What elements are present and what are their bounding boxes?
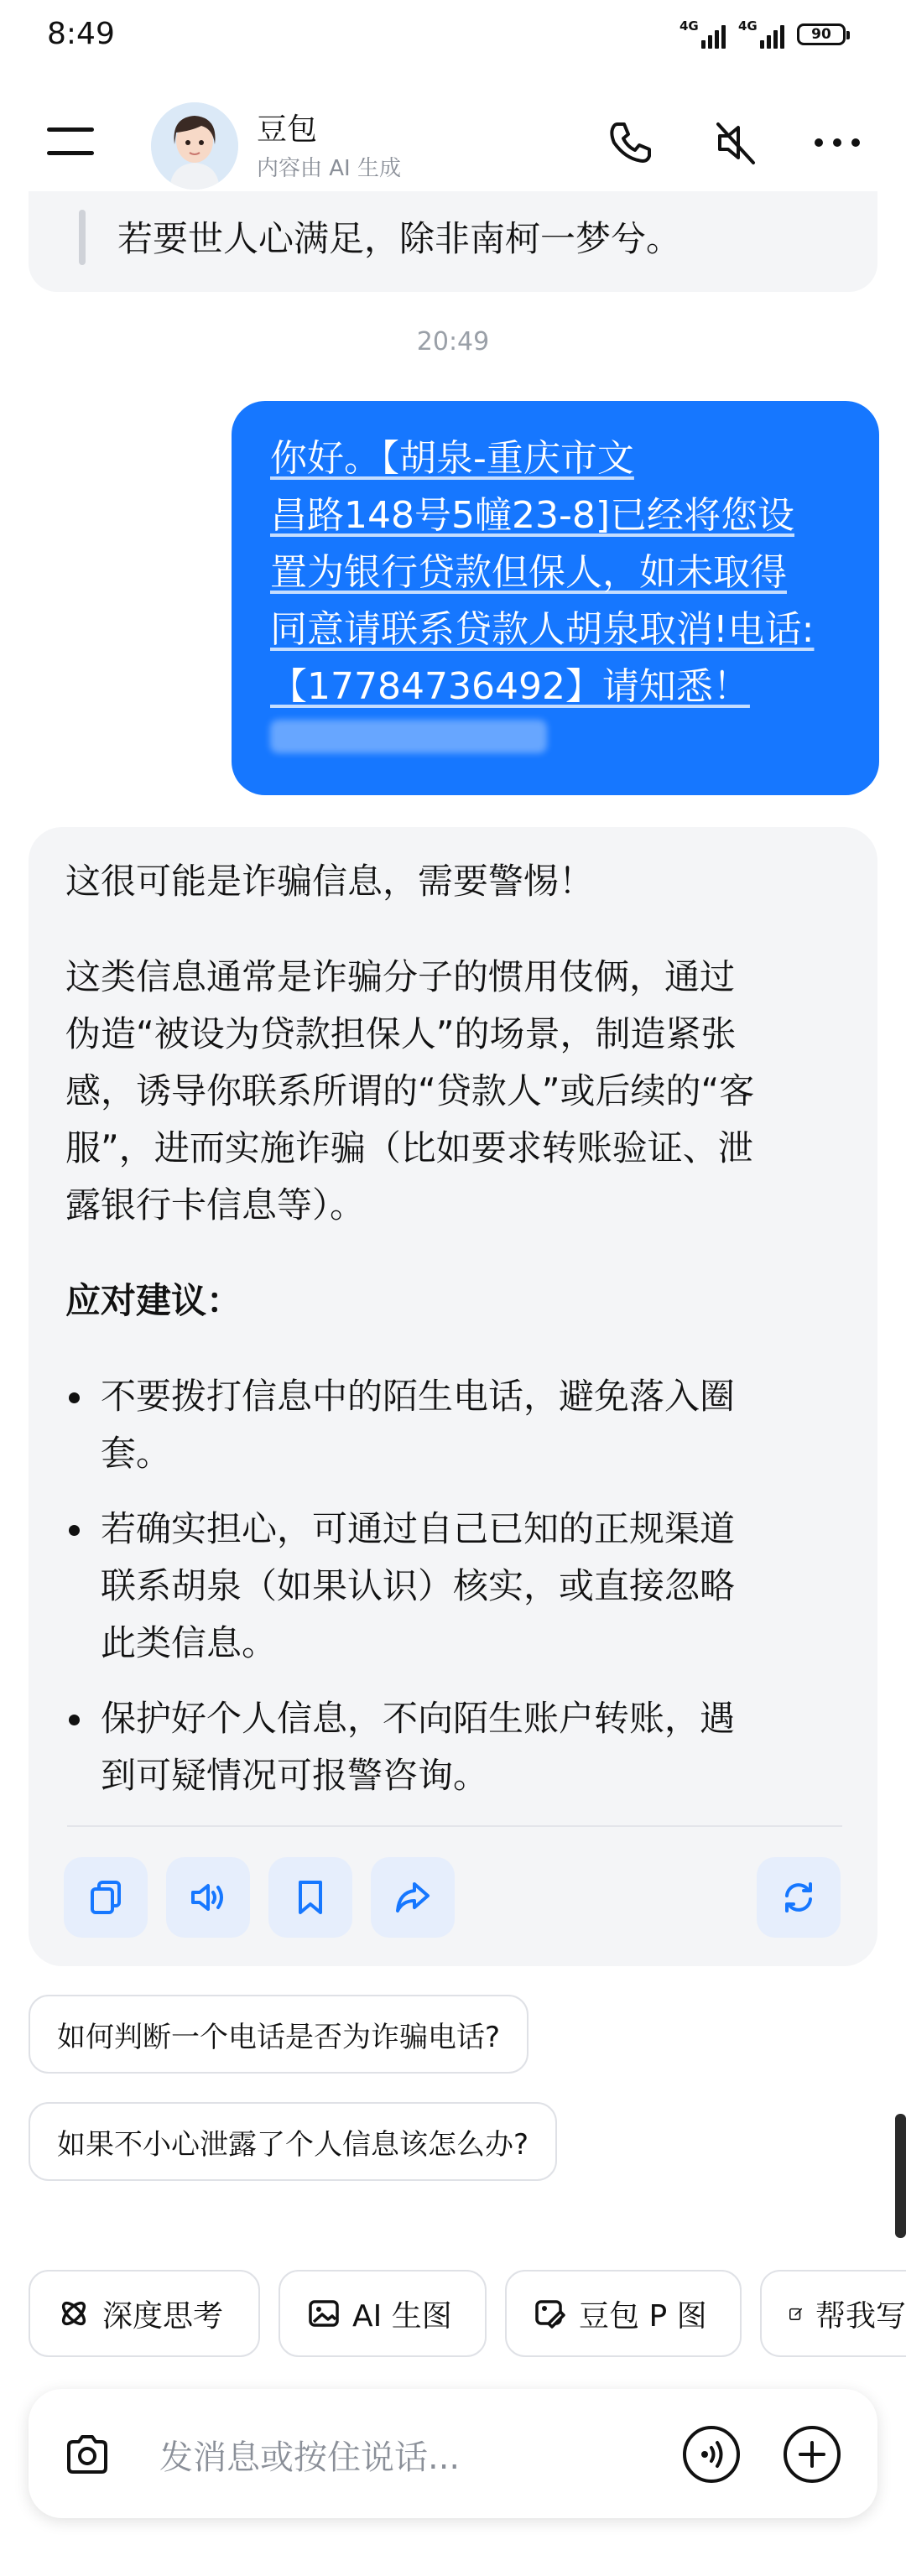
bullet-line: 套。 <box>101 1433 172 1474</box>
bullet-dot <box>69 1715 80 1725</box>
signal-icon <box>680 20 726 49</box>
read-aloud-icon <box>188 1877 228 1918</box>
plus-icon <box>782 2424 842 2485</box>
signal-label: 4G <box>680 18 699 34</box>
suggestion-label: 如何判断一个电话是否为诈骗电话? <box>57 2020 501 2054</box>
user-message-line: 同意请联系贷款人胡泉取消!电话: <box>270 608 815 651</box>
bullet-line: 不要拨打信息中的陌生电话，避免落入圈 <box>101 1376 736 1417</box>
bullet-line: 到可疑情况可报警咨询。 <box>101 1755 489 1796</box>
tool-label: AI 生图 <box>352 2298 452 2334</box>
avatar[interactable] <box>151 102 238 190</box>
bullet-line: 保护好个人信息，不向陌生账户转账，遇 <box>101 1698 736 1739</box>
tool-photo-edit[interactable] <box>505 2270 742 2357</box>
camera-icon <box>62 2429 112 2480</box>
status-time: 8:49 <box>47 17 115 51</box>
camera-button[interactable] <box>62 2429 112 2480</box>
suggestion-label: 如果不小心泄露了个人信息该怎么办? <box>57 2127 529 2162</box>
ai-paragraph-line: 服”，进而实施诈骗（比如要求转账验证、泄 <box>65 1127 753 1168</box>
signal-label: 4G <box>738 18 758 34</box>
share-button[interactable] <box>371 1857 455 1938</box>
mute-icon[interactable] <box>710 117 760 168</box>
battery-icon <box>797 23 846 45</box>
menu-icon[interactable] <box>47 126 94 159</box>
write-icon <box>789 2297 804 2330</box>
divider <box>67 1825 842 1827</box>
ai-paragraph-line: 露银行卡信息等）。 <box>65 1184 366 1226</box>
bullet-line: 若确实担心，可通过自己已知的正规渠道 <box>101 1508 736 1549</box>
message-timestamp: 20:49 <box>416 327 490 356</box>
tool-label: 帮我写 <box>815 2298 906 2334</box>
share-icon <box>393 1877 433 1918</box>
read-aloud-button[interactable] <box>166 1857 250 1938</box>
deep-think-icon <box>57 2297 91 2330</box>
ai-paragraph-line: 伪造“被设为贷款担保人”的场景，制造紧张 <box>65 1013 737 1054</box>
bullet-dot <box>69 1392 80 1403</box>
previous-message-text: 若要世人心满足，除非南柯一梦兮。 <box>117 218 682 259</box>
ai-paragraph-line: 这类信息通常是诈骗分子的惯用伎俩，通过 <box>65 956 736 997</box>
ai-reply-intro: 这很可能是诈骗信息，需要警惕！ <box>65 861 595 902</box>
redacted-text <box>270 720 547 753</box>
quote-bar <box>79 210 86 265</box>
scrollbar[interactable] <box>895 2114 906 2238</box>
tool-label: 深度思考 <box>102 2298 224 2334</box>
ai-disclaimer: 内容由 AI 生成 <box>257 156 401 181</box>
tool-ai-image[interactable] <box>279 2270 487 2357</box>
suggestion-chip[interactable] <box>29 2102 557 2181</box>
user-message-line: 你好。【胡泉-重庆市文 <box>270 437 634 480</box>
bullet-line: 联系胡泉（如果认识）核实，或直接忽略 <box>101 1565 736 1606</box>
regenerate-button[interactable] <box>757 1857 841 1938</box>
battery-level: 90 <box>811 26 831 43</box>
voice-call-button[interactable] <box>681 2424 742 2485</box>
bookmark-button[interactable] <box>268 1857 352 1938</box>
bullet-dot <box>69 1525 80 1536</box>
copy-icon <box>86 1877 126 1918</box>
tool-deep-think[interactable] <box>29 2270 260 2357</box>
photo-edit-icon <box>534 2297 567 2330</box>
add-button[interactable] <box>782 2424 842 2485</box>
user-message-line: 昌路148号5幢23-8]已经将您设 <box>270 494 795 537</box>
user-message-line: 置为银行贷款但保人，如未取得 <box>270 551 787 594</box>
advice-heading: 应对建议： <box>65 1280 242 1321</box>
voice-wave-icon <box>681 2424 742 2485</box>
signal-icon <box>738 20 784 49</box>
suggestion-chip[interactable] <box>29 1995 528 2074</box>
user-message-line: 【17784736492】请知悉！ <box>270 665 750 708</box>
bullet-line: 此类信息。 <box>101 1622 278 1663</box>
message-input[interactable]: 发消息或按住说话... <box>159 2438 461 2477</box>
more-icon[interactable] <box>812 117 862 168</box>
ai-paragraph-line: 感，诱导你联系所谓的“贷款人”或后续的“客 <box>65 1070 755 1111</box>
bot-name: 豆包 <box>257 112 318 147</box>
bookmark-icon <box>290 1877 331 1918</box>
copy-button[interactable] <box>64 1857 148 1938</box>
tool-write[interactable] <box>760 2270 906 2357</box>
regenerate-icon <box>778 1877 819 1918</box>
phone-icon[interactable] <box>606 117 656 168</box>
status-bar <box>0 0 906 75</box>
tool-label: 豆包 P 图 <box>579 2298 707 2334</box>
image-icon <box>307 2297 341 2330</box>
